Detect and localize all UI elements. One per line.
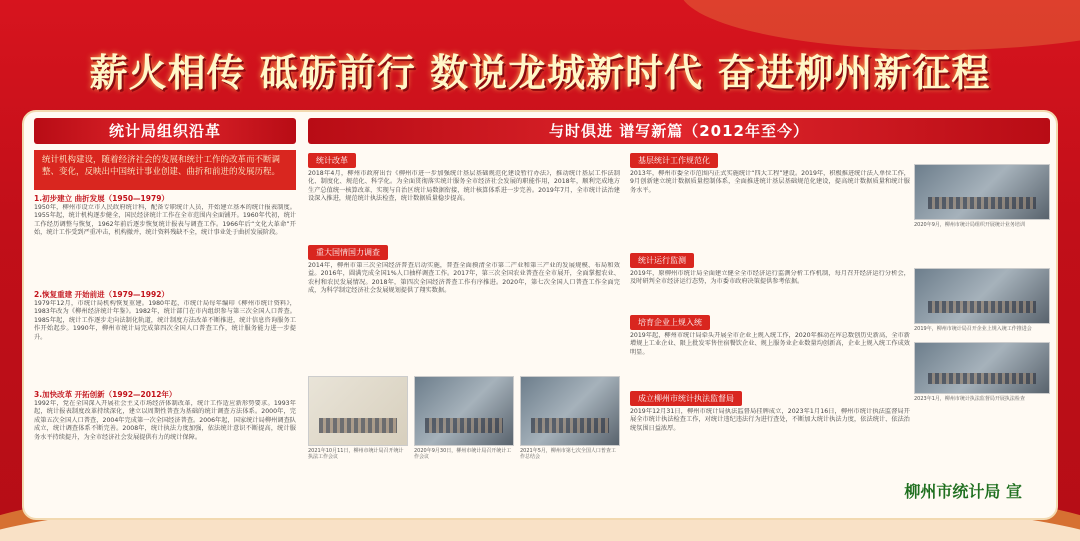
photo-caption: 2021年5月，柳州市第七次全国人口普查工作总结会	[520, 448, 616, 460]
tag-monitor: 统计运行监测	[630, 253, 694, 268]
photo-card	[414, 376, 514, 460]
tag-enterprise: 培育企业上规入统	[630, 315, 710, 330]
photo-caption: 2020年9月30日，柳州市统计局召开统计工作会议	[414, 448, 512, 460]
history-intro: 统计机构建设，随着经济社会的发展和统计工作的改革而不断调整、变化，反映出中国统计事业创建、曲折和前进的发展历程。	[34, 150, 296, 190]
poster-title: 薪火相传 砥砺前行 数说龙城新时代 奋进柳州新征程	[89, 51, 991, 95]
monitor-text: 2019年，原柳州市统计局全面建立健全全市经济运行监测分析工作机制，每月召开经济运行分析会，及时研判全市经济运行态势，为市委市政府决策提供参考依据。	[630, 270, 910, 286]
reform-text: 2018年4月，柳州市政府出台《柳州市进一步加强统计基层基础规范化建设暂行办法》，推动统计基层工作法制化、制度化、规范化、科学化。为全面贯彻落实统计服务全市经济社会发展的职能作用，2018年，顺利完成地方生产总值统一核算改革，实现与自治区统计局数据衔接，统计核算体系进一步完善。2019年7月，全市统计法治建设深入推进，规范统计执法检查，统计数据质量稳步提高。	[308, 170, 620, 203]
history-column	[34, 118, 296, 514]
enterprise-text: 2019年起，柳州市统计局牵头开展全市企业上规入统工作，2020年推动在库总数创历史新高，全市新增规上工业企业、限上批发零售住宿餐饮企业、规上服务业企业数量均创新高，企业上规入统工作成效明显。	[630, 332, 910, 356]
history-text-3: 1992年，党在全国深入开展社会主义市场经济体制改革，统计工作适应新形势要求。1993年起，统计报表制度改革持续深化，建立以周期性普查为基础的统计调查方法体系。2000年，完成第五次全国人口普查，2004年完成第一次全国经济普查。2006年起，国家统计局柳州调查队成立，统计调查体系不断完善。2008年，统计执法力度加强，依法统计意识不断提高，统计服务水平持续提升，为全市经济社会发展提供有力的统计保障。	[34, 400, 296, 441]
history-banner: 统计局组织沿革	[34, 118, 296, 144]
reform-column	[308, 148, 620, 510]
meeting-photo	[914, 342, 1050, 394]
photo-caption: 2023年1月，柳州市统计执法监督局开展执法检查	[914, 396, 1025, 402]
photo-caption: 2019年，柳州市统计局召开企业上规入统工作推进会	[914, 326, 1032, 332]
photo-card	[308, 376, 408, 460]
history-text-1: 1950年，柳州市设立市人民政府统计科，配备专职统计人员，开始建立基本的统计报表制度。1955年起，统计机构逐步健全，国民经济统计工作在全市范围内全面铺开。1960年代初，统计工作经历调整与恢复，1962年前后逐步恢复统计报表与调查工作。1966年后“文化大革命”开始，统计工作受到严重冲击，机构撤并，统计资料残缺不全，统计事业处于曲折发展阶段。	[34, 204, 296, 237]
census-photos	[308, 376, 620, 460]
work-column	[630, 148, 910, 510]
history-text-2: 1979年12月，市统计局机构恢复重建。1980年起，市统计局每年编印《柳州市统计资料》，1983年改为《柳州经济统计年鉴》。1982年，统计部门在市内组织参与第三次全国人口普查。1985年起，统计工作逐步走向法制化轨道，统计制度方法改革不断推进，统计信息咨询服务工作开始起步。1990年，柳州市统计局完成第四次全国人口普查工作，统计服务能力进一步提升。	[34, 300, 296, 341]
tag-reform: 统计改革	[308, 153, 356, 168]
meeting-photo	[914, 164, 1050, 220]
meeting-photo	[414, 376, 514, 446]
history-heading-3: 3.加快改革 开拓创新（1992—2012年）	[34, 390, 177, 399]
tag-infra: 基层统计工作规范化	[630, 153, 718, 168]
photo-caption: 2021年10月11日，柳州市统计局召开统计执法工作会议	[308, 448, 404, 460]
meeting-photo	[520, 376, 620, 446]
content-panel	[22, 110, 1058, 520]
document-photo	[308, 376, 408, 446]
tag-law: 成立柳州市统计执法监督局	[630, 391, 742, 406]
history-heading-2: 2.恢复重建 开始前进（1979—1992）	[34, 290, 169, 299]
law-text: 2019年12月31日，柳州市统计局执法监督局挂牌成立，2023年1月16日，柳州市统计执法监督局开展全市统计执法检查工作，对统计违纪违法行为进行查处，不断加大统计执法力度，依法统计、依法治统氛围日益浓厚。	[630, 408, 910, 432]
infra-text: 2013年，柳州市委全市范围内正式实施统计“四大工程”建设。2019年，积极推进统计法人单位工作，9月创新建立统计数据质量控制体系，全面推进统计基层基础规范化建设，提高统计数据质量和统计服务水平。	[630, 170, 910, 194]
photo-caption: 2020年9月，柳州市统计局组织开展统计业务培训	[914, 222, 1025, 228]
tag-census: 重大国情国力调查	[308, 245, 388, 260]
photo-column	[914, 148, 1050, 510]
census-text: 2014年，柳州市第三次全国经济普查启动实施，普查全面摸清全市第二产业和第三产业的发展规模、布局和效益。2016年，圆满完成全国1%人口抽样调查工作。2017年，第三次全国农业普查在全市展开，全面掌握农业、农村和农民发展情况。2018年，第四次全国经济普查工作有序推进。2020年，第七次全国人口普查工作全面完成，为科学制定经济社会发展规划提供了翔实数据。	[308, 262, 620, 295]
history-heading-1: 1.初步建立 曲折发展（1950—1979）	[34, 194, 169, 203]
issuer-sign: 柳州市统计局 宣	[904, 482, 1022, 501]
photo-card	[520, 376, 620, 460]
meeting-photo	[914, 268, 1050, 324]
new-era-banner: 与时俱进 谱写新篇（2012年至今）	[308, 118, 1050, 144]
